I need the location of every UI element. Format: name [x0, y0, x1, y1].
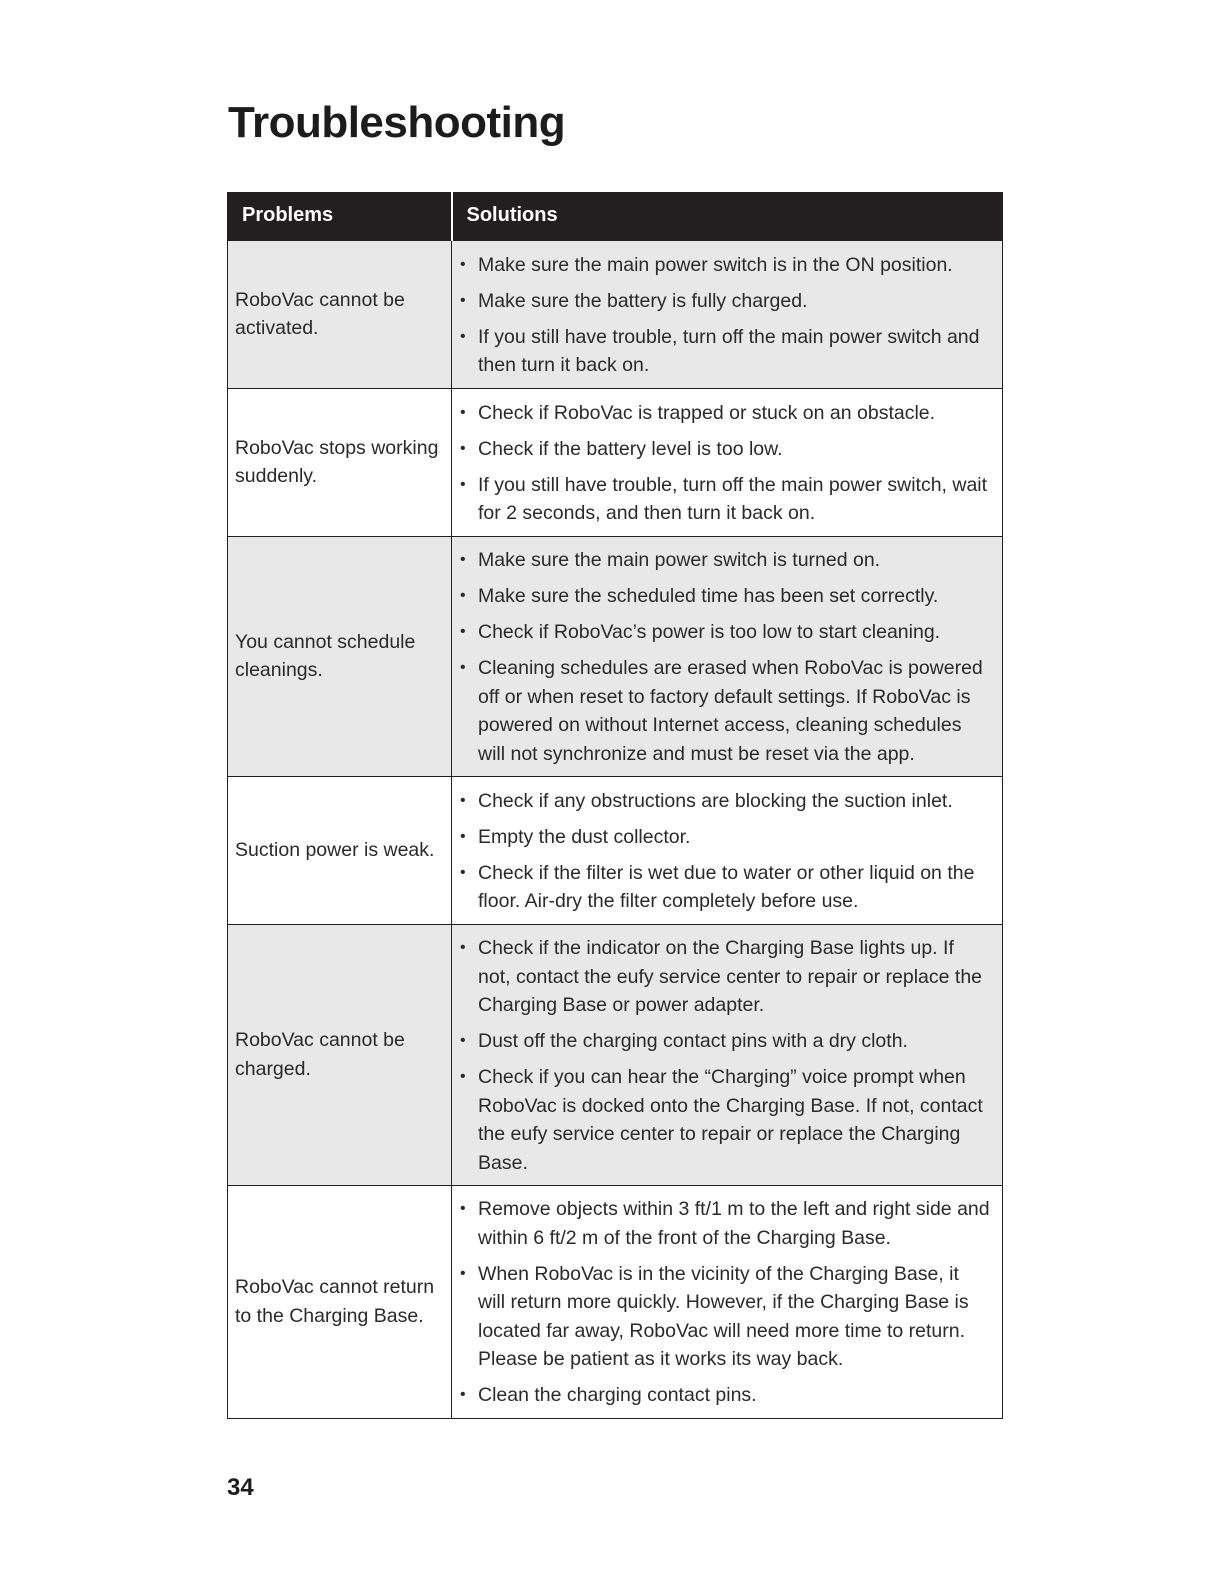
- problem-cell: RoboVac stops working suddenly.: [228, 388, 452, 536]
- solution-item: • Check if you can hear the “Charging” voice prompt when RoboVac is docked onto the Charging Base. If not, contact the eufy service center to repair or replace the Charging Base.: [458, 1063, 990, 1177]
- solutions-list: [458, 1195, 990, 1410]
- bullet-icon: •: [460, 255, 466, 273]
- solution-item: • Check if RoboVac’s power is too low to start cleaning.: [458, 618, 990, 647]
- page-number: 34: [227, 1474, 254, 1501]
- bullet-icon: •: [460, 939, 466, 956]
- problem-cell: RoboVac cannot be charged.: [228, 924, 452, 1185]
- bullet-icon: •: [460, 1032, 466, 1049]
- solutions-list: [458, 787, 990, 916]
- problem-cell: You cannot schedule cleanings.: [228, 536, 452, 776]
- problems-column-header: Problems: [228, 192, 452, 240]
- bullet-icon: •: [460, 551, 466, 568]
- solutions-cell: [452, 536, 1003, 776]
- solutions-cell: [452, 388, 1003, 536]
- bullet-icon: •: [460, 623, 466, 640]
- solution-item: • Check if the battery level is too low.: [458, 435, 990, 464]
- table-row: [228, 776, 1003, 924]
- solution-item: • If you still have trouble, turn off the main power switch, wait for 2 seconds, and then turn it back on.: [458, 471, 990, 528]
- bullet-icon: •: [460, 1200, 466, 1218]
- solutions-list: [458, 934, 990, 1177]
- bullet-icon: •: [460, 475, 466, 493]
- solution-item: • Dust off the charging contact pins with a dry cloth.: [458, 1027, 990, 1056]
- solution-item: • Check if RoboVac is trapped or stuck on an obstacle.: [458, 399, 990, 428]
- bullet-icon: •: [460, 791, 466, 809]
- solution-item: • Make sure the main power switch is turned on.: [458, 546, 990, 575]
- table-row: [228, 536, 1003, 776]
- solution-item: • Make sure the battery is fully charged.: [458, 287, 990, 316]
- solutions-cell: [452, 240, 1003, 388]
- solution-item: • If you still have trouble, turn off the main power switch and then turn it back on.: [458, 323, 990, 380]
- solutions-list: [458, 251, 990, 380]
- table-row: [228, 388, 1003, 536]
- bullet-icon: •: [460, 659, 466, 676]
- bullet-icon: •: [460, 1386, 466, 1404]
- solutions-list: [458, 546, 990, 768]
- bullet-icon: •: [460, 587, 466, 604]
- bullet-icon: •: [460, 439, 466, 457]
- table-header-row: [228, 192, 1003, 240]
- table-row: [228, 924, 1003, 1185]
- solution-item: • Remove objects within 3 ft/1 m to the left and right side and within 6 ft/2 m of the front of the Charging Base.: [458, 1195, 990, 1252]
- solution-item: • When RoboVac is in the vicinity of the Charging Base, it will return more quickly. However, if the Charging Base is located far away, RoboVac will need more time to return. Please be patient as it works its way back.: [458, 1260, 990, 1374]
- solutions-cell: [452, 776, 1003, 924]
- solution-item: • Empty the dust collector.: [458, 823, 990, 852]
- bullet-icon: •: [460, 863, 466, 881]
- solutions-cell: [452, 924, 1003, 1185]
- bullet-icon: •: [460, 1068, 466, 1085]
- solution-item: • Make sure the scheduled time has been set correctly.: [458, 582, 990, 611]
- solutions-cell: [452, 1185, 1003, 1418]
- solutions-list: [458, 399, 990, 528]
- bullet-icon: •: [460, 403, 466, 421]
- solution-item: • Check if the indicator on the Charging Base lights up. If not, contact the eufy service center to repair or replace the Charging Base or power adapter.: [458, 934, 990, 1020]
- bullet-icon: •: [460, 1264, 466, 1282]
- solution-item: • Check if the filter is wet due to water or other liquid on the floor. Air-dry the filter completely before use.: [458, 859, 990, 916]
- table-row: [228, 1185, 1003, 1418]
- bullet-icon: •: [460, 327, 466, 345]
- bullet-icon: •: [460, 291, 466, 309]
- solution-item: • Make sure the main power switch is in the ON position.: [458, 251, 990, 280]
- problem-cell: RoboVac cannot return to the Charging Base.: [228, 1185, 452, 1418]
- page-title: Troubleshooting: [228, 98, 566, 147]
- problem-cell: RoboVac cannot be activated.: [228, 240, 452, 388]
- solution-item: • Clean the charging contact pins.: [458, 1381, 990, 1410]
- troubleshooting-table: [227, 192, 1003, 1419]
- solution-item: • Check if any obstructions are blocking the suction inlet.: [458, 787, 990, 816]
- bullet-icon: •: [460, 827, 466, 845]
- problem-cell: Suction power is weak.: [228, 776, 452, 924]
- solutions-column-header: Solutions: [452, 192, 1003, 240]
- solution-item: • Cleaning schedules are erased when RoboVac is powered off or when reset to factory default settings. If RoboVac is powered on without Internet access, cleaning schedules will not synchronize and must be reset via the app.: [458, 654, 990, 768]
- table-row: [228, 240, 1003, 388]
